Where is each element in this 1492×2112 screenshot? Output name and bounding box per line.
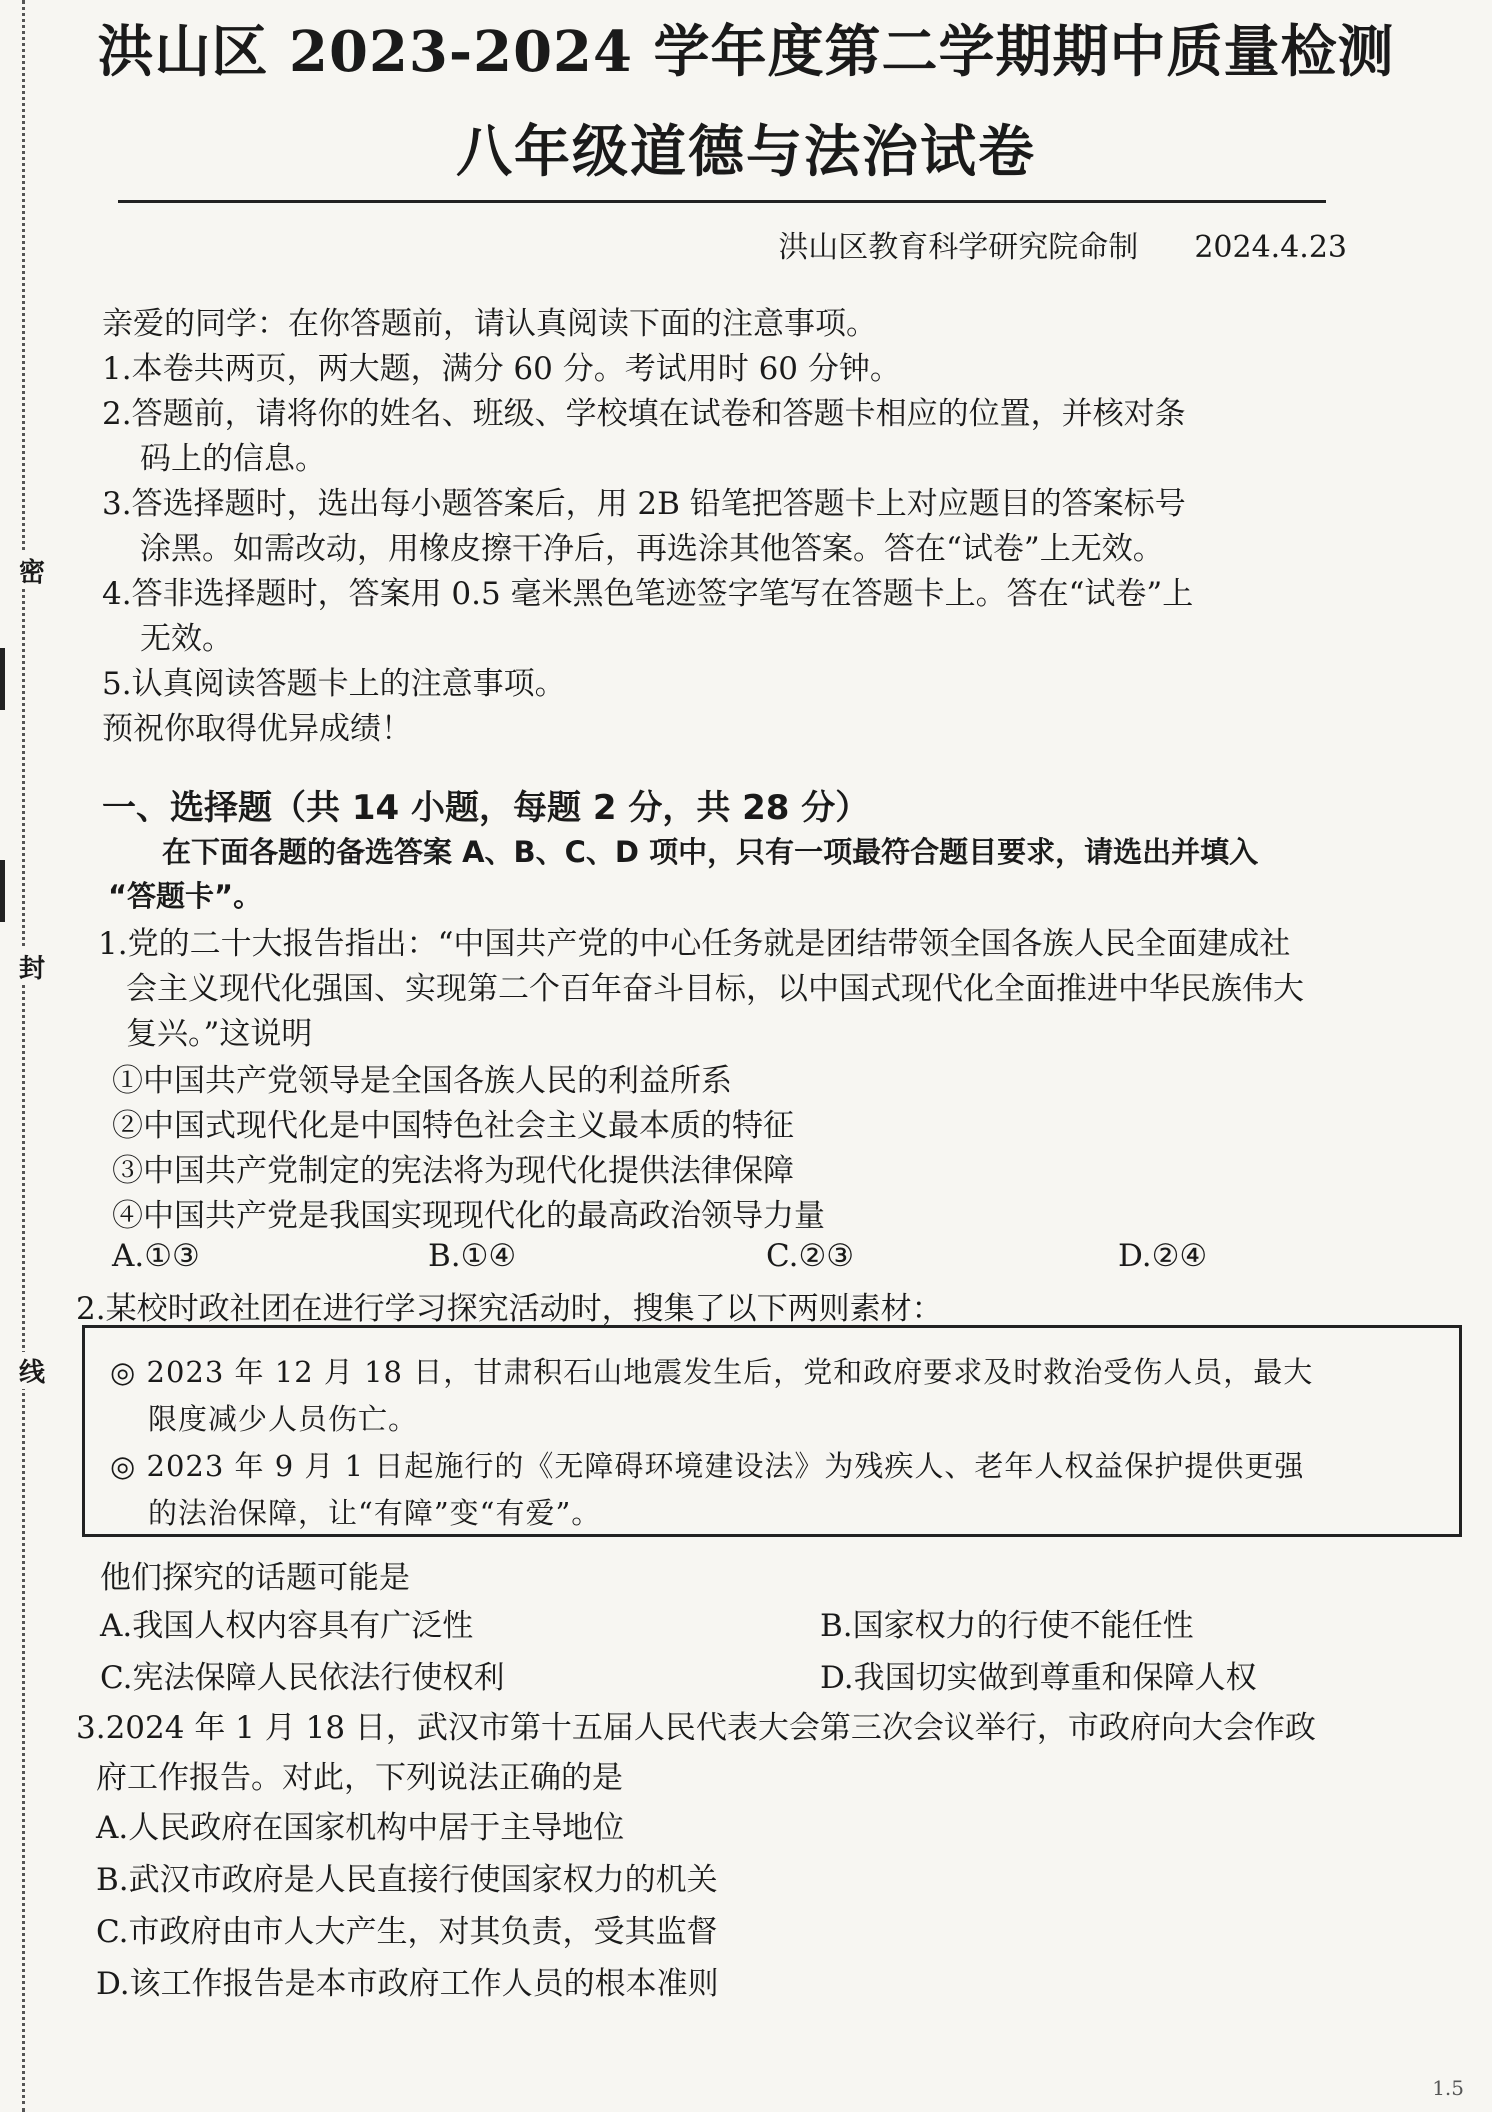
q1-statement-1: ①中国共产党领导是全国各族人民的利益所系	[112, 1063, 732, 1099]
q3-stem: 3.2024 年 1 月 18 日，武汉市第十五届人民代表大会第三次会议举行，市政府向大会作政	[76, 1710, 1316, 1746]
corner-mark: 1.5	[1432, 2076, 1464, 2100]
q1-option-b: B.①④	[428, 1238, 517, 1274]
exam-title-line1: 洪山区 2023-2024 学年度第二学期期中质量检测	[97, 19, 1395, 85]
notice-item-4-cont: 无效。	[140, 621, 233, 657]
q2-option-c: C.宪法保障人民依法行使权利	[100, 1660, 505, 1696]
q3-stem-cont: 府工作报告。对此，下列说法正确的是	[96, 1760, 623, 1796]
section-heading: 一、选择题（共 14 小题，每题 2 分，共 28 分）	[102, 788, 870, 828]
q3-option-a: A.人民政府在国家机构中居于主导地位	[96, 1810, 625, 1846]
notice-item-3-cont: 涂黑。如需改动，用橡皮擦干净后，再选涂其他答案。答在“试卷”上无效。	[140, 531, 1164, 567]
notice-wish: 预祝你取得优异成绩！	[102, 711, 412, 747]
q2-material-1-cont: 限度减少人员伤亡。	[148, 1402, 419, 1436]
publisher: 洪山区教育科学研究院命制	[778, 230, 1139, 265]
q1-statement-3: ③中国共产党制定的宪法将为现代化提供法律保障	[112, 1153, 794, 1189]
exam-date: 2024.4.23	[1194, 230, 1347, 265]
q1-statement-4: ④中国共产党是我国实现现代化的最高政治领导力量	[112, 1198, 825, 1234]
q2-question: 他们探究的话题可能是	[100, 1560, 410, 1596]
q1-option-d: D.②④	[1118, 1238, 1208, 1274]
publisher-line	[778, 222, 1347, 266]
notice-intro: 亲爱的同学：在你答题前，请认真阅读下面的注意事项。	[102, 306, 877, 342]
notice-item-4: 4.答非选择题时，答案用 0.5 毫米黑色笔迹签字笔写在答题卡上。答在“试卷”上	[102, 576, 1194, 612]
binding-bar	[0, 860, 5, 922]
notice-item-5: 5.认真阅读答题卡上的注意事项。	[102, 666, 566, 702]
q3-option-c: C.市政府由市人大产生，对其负责，受其监督	[96, 1914, 718, 1950]
q3-option-b: B.武汉市政府是人民直接行使国家权力的机关	[96, 1862, 718, 1898]
q2-material-2-cont: 的法治保障，让“有障”变“有爱”。	[148, 1496, 602, 1530]
q1-stem-cont: 复兴。”这说明	[126, 1016, 313, 1052]
binding-char-feng: 封	[12, 948, 52, 985]
q2-material-1: ◎ 2023 年 12 月 18 日，甘肃积石山地震发生后，党和政府要求及时救治受伤人员，最大	[110, 1355, 1314, 1389]
q1-option-c: C.②③	[766, 1238, 855, 1274]
q2-option-d: D.我国切实做到尊重和保障人权	[820, 1660, 1257, 1696]
notice-item-3: 3.答选择题时，选出每小题答案后，用 2B 铅笔把答题卡上对应题目的答案标号	[102, 486, 1186, 522]
q1-statement-2: ②中国式现代化是中国特色社会主义最本质的特征	[112, 1108, 794, 1144]
q3-option-d: D.该工作报告是本市政府工作人员的根本准则	[96, 1966, 719, 2002]
exam-title-line2: 八年级道德与法治试卷	[456, 119, 1036, 185]
title-rule	[118, 200, 1326, 203]
q1-option-a: A.①③	[112, 1238, 200, 1274]
section-instruction: 在下面各题的备选答案 A、B、C、D 项中，只有一项最符合题目要求，请选出并填入	[162, 835, 1259, 869]
q1-stem: 1.党的二十大报告指出：“中国共产党的中心任务就是团结带领全国各族人民全面建成社	[98, 926, 1291, 962]
q2-material-2: ◎ 2023 年 9 月 1 日起施行的《无障碍环境建设法》为残疾人、老年人权益保护提供更强	[110, 1449, 1305, 1483]
q2-stem: 2.某校时政社团在进行学习探究活动时，搜集了以下两则素材：	[76, 1291, 943, 1327]
notice-item-2: 2.答题前，请将你的姓名、班级、学校填在试卷和答题卡相应的位置，并核对条	[102, 396, 1186, 432]
binding-char-mi: 密	[12, 552, 52, 589]
q2-option-a: A.我国人权内容具有广泛性	[100, 1608, 474, 1644]
binding-char-xian: 线	[12, 1352, 52, 1389]
q1-stem-cont: 会主义现代化强国、实现第二个百年奋斗目标，以中国式现代化全面推进中华民族伟大	[126, 971, 1304, 1007]
binding-bar	[0, 648, 5, 710]
section-instruction-cont: “答题卡”。	[108, 879, 263, 913]
notice-item-2-cont: 码上的信息。	[140, 441, 326, 477]
binding-line	[22, 0, 25, 2112]
notice-item-1: 1.本卷共两页，两大题，满分 60 分。考试用时 60 分钟。	[102, 351, 901, 387]
q2-option-b: B.国家权力的行使不能任性	[820, 1608, 1194, 1644]
